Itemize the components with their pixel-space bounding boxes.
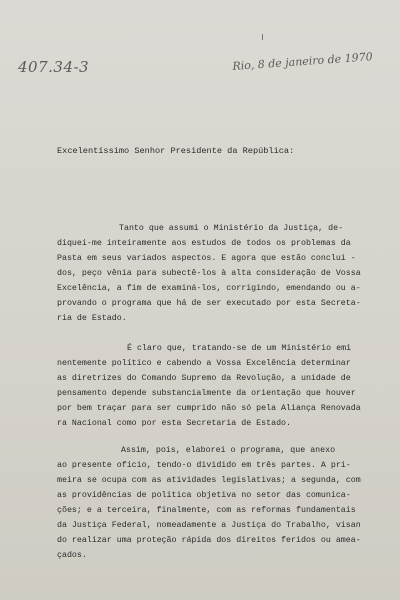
paragraph-line: ra Nacional como por esta Secretaria de Estado. [57,419,292,428]
paragraph-3 [57,443,375,563]
paragraph-line: Tanto que assumi o Ministério da Justiça, de- [119,224,344,233]
paragraph-line: da Justiça Federal, nomeadamente a Justiça do Trabalho, visan [57,521,361,530]
paragraph-line: provando o programa que há de ser executado por esta Secreta- [57,299,361,308]
paragraph-line: dos, peço vênia para subectê-los à alta consideração de Vossa [57,269,361,278]
paragraph-line: do realizar uma proteção rápida dos direitos feridos ou amea- [57,536,361,545]
salutation: Excelentíssimo Senhor Presidente da República: [57,146,295,156]
paragraph-line: ria de Estado. [57,314,127,323]
paragraph-line: Pasta em seus variados aspectos. E agora que estão conclui - [57,254,356,263]
paragraph-line: as diretrizes do Comando Supremo da Revolução, a unidade de [57,374,351,383]
paragraph-line: Assim, pois, elaborei o programa, que anexo [121,446,336,455]
paragraph-2 [57,341,375,431]
paragraph-line: ções; e a terceira, finalmente, com as reformas fundamentais [57,506,356,515]
paragraph-line: Excelência, a fim de examiná-los, corrigindo, emendando ou a- [57,284,361,293]
paragraph-line: meira se ocupa com as atividades legislativas; a segunda, com [57,476,361,485]
reference-number: 407.34-3 [18,58,90,76]
paragraph-line: ao presente ofício, tendo-o dividido em três partes. A pri- [57,461,351,470]
paragraph-line: diquei-me inteiramente aos estudos de todos os problemas da [57,239,351,248]
paragraph-line: as providências de política objetiva no setor das comunica- [57,491,351,500]
paragraph-line: pensamento depende substancialmente da orientação que houver [57,389,356,398]
letter-date: Rio, 8 de janeiro de 1970 [232,50,374,73]
paragraph-line: çados. [57,551,87,560]
paragraph-line: É claro que, tratando-se de um Ministério emi [127,344,352,353]
staple-mark [262,34,263,40]
paragraph-line: nentemente político e cabendo a Vossa Excelência determinar [57,359,351,368]
paragraph-1 [57,221,375,326]
paragraph-line: por bem traçar para ser cumprido não só pela Aliança Renovada [57,404,361,413]
